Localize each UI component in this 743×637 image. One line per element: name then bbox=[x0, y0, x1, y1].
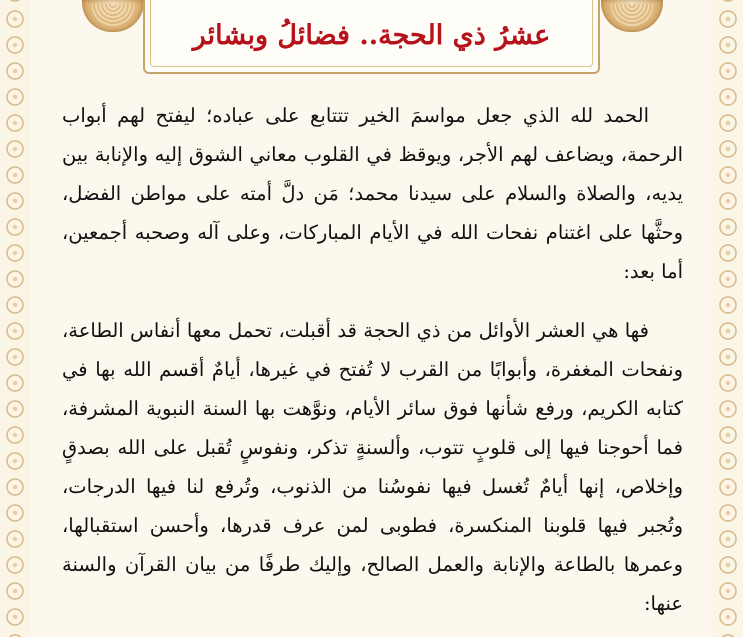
ornament-medallion-left bbox=[82, 0, 144, 32]
ornament-medallion-right bbox=[601, 0, 663, 32]
decorative-border-left bbox=[0, 0, 30, 637]
article-body bbox=[62, 96, 683, 637]
paragraph-intro: الحمد لله الذي جعل مواسمَ الخير تتتابع على عباده؛ ليفتح لهم أبواب الرحمة، ويضاعف لهم الأجر، ويوقظ في القلوب معاني الشوق إليه والإنابة بين يديه، والصلاة والسلام على سيدنا محمد؛ مَن دلَّ أمته على مواطن الفضل، وحثَّها على اغتنام نفحات الله في الأيام المباركات، وعلى آله وصحبه أجمعين، أما بعد: bbox=[62, 104, 683, 283]
title-frame bbox=[143, 0, 600, 74]
decorative-border-right bbox=[713, 0, 743, 637]
page-title: عشرُ ذي الحجة.. فضائلُ وبشائر bbox=[192, 20, 551, 51]
paragraph-main: فها هي العشر الأوائل من ذي الحجة قد أقبلت، تحمل معها أنفاس الطاعة، ونفحات المغفرة، وأبوابًا من القرب لا تُفتح في غيرها، أيامٌ أقسم الله بها في كتابه الكريم، ورفع شأنها فوق سائر الأيام، ونوَّهت بها السنة النبوية المشرفة، فما أحوجنا فيها إلى قلوبٍ تتوب، وألسنةٍ تذكر، ونفوسٍ تُقبل على الله بصدقٍ وإخلاص، إنها أيامٌ تُغسل فيها نفوسُنا من الذنوب، وتُرفع لنا فيها الدرجات، وتُجبر فيها قلوبنا المنكسرة، فطوبى لمن عرف قدرها، وأحسن استقبالها، وعمرها بالطاعة والإنابة والعمل الصالح، وإليك طرفًا من بيان القرآن والسنة عنها: bbox=[62, 319, 683, 615]
